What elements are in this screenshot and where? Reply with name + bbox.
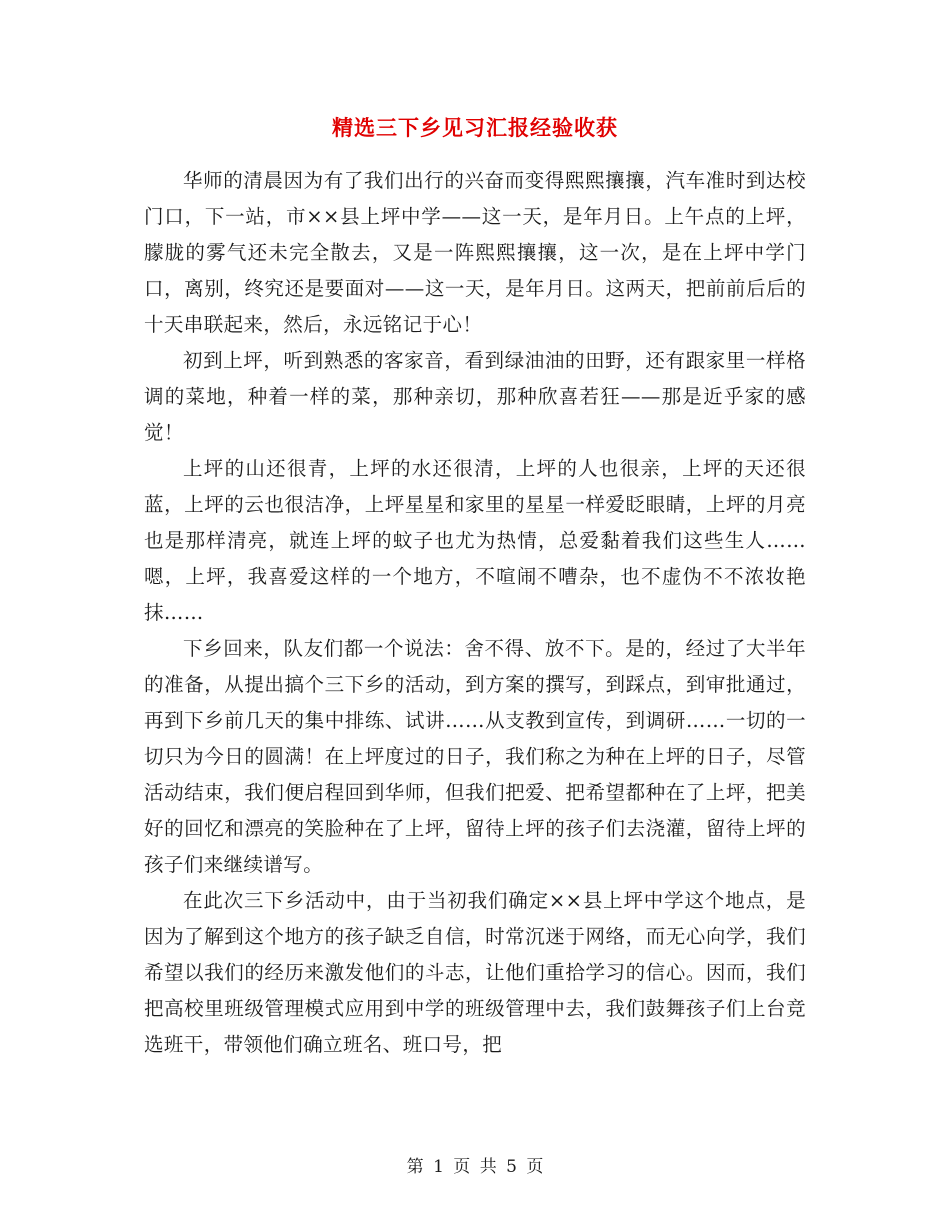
footer-current-page: 1	[433, 1157, 444, 1177]
paragraph-1: 华师的清晨因为有了我们出行的兴奋而变得熙熙攘攘，汽车准时到达校门口，下一站，市××县上坪中学——这一天，是年月日。上午点的上坪，朦胧的雾气还未完全散去，又是一阵熙熙攘攘，这一次，是在上坪中学门口，离别，终究还是要面对——这一天，是年月日。这两天，把前前后后的十天串联起来，然后，永远铭记于心！	[144, 169, 806, 336]
paragraph-5: 在此次三下乡活动中，由于当初我们确定××县上坪中学这个地点，是因为了解到这个地方的孩子缺乏自信，时常沉迷于网络，而无心向学，我们希望以我们的经历来激发他们的斗志，让他们重拾学习的信心。因而，我们把高校里班级管理模式应用到中学的班级管理中去，我们鼓舞孩子们上台竞选班干，带领他们确立班名、班口号，把	[144, 889, 806, 1056]
footer-prefix: 第	[406, 1157, 424, 1177]
footer-page-word: 页	[453, 1157, 471, 1177]
footer-total-word: 共	[479, 1157, 497, 1177]
footer-suffix: 页	[526, 1157, 544, 1177]
page-footer	[0, 1152, 950, 1177]
footer-total-pages: 5	[506, 1157, 517, 1177]
paragraph-4: 下乡回来，队友们都一个说法：舍不得、放不下。是的，经过了大半年的准备，从提出搞个三下乡的活动，到方案的撰写，到踩点，到审批通过，再到下乡前几天的集中排练、试讲……从支教到宣传，到调研……一切的一切只为今日的圆满！在上坪度过的日子，我们称之为种在上坪的日子，尽管活动结束，我们便启程回到华师，但我们把爱、把希望都种在了上坪，把美好的回忆和漂亮的笑脸种在了上坪，留待上坪的孩子们去浇灌，留待上坪的孩子们来继续谱写。	[144, 637, 806, 876]
document-title: 精选三下乡见习汇报经验收获	[332, 115, 618, 140]
paragraph-2: 初到上坪，听到熟悉的客家音，看到绿油油的田野，还有跟家里一样格调的菜地，种着一样的菜，那种亲切，那种欣喜若狂——那是近乎家的感觉！	[144, 349, 806, 444]
paragraph-3: 上坪的山还很青，上坪的水还很清，上坪的人也很亲，上坪的天还很蓝，上坪的云也很洁净，上坪星星和家里的星星一样爱眨眼睛，上坪的月亮也是那样清亮，就连上坪的蚊子也尤为热情，总爱黏着我们这些生人……嗯，上坪，我喜爱这样的一个地方，不喧闹不嘈杂，也不虚伪不不浓妆艳抹……	[144, 457, 806, 624]
document-body	[144, 163, 806, 1063]
